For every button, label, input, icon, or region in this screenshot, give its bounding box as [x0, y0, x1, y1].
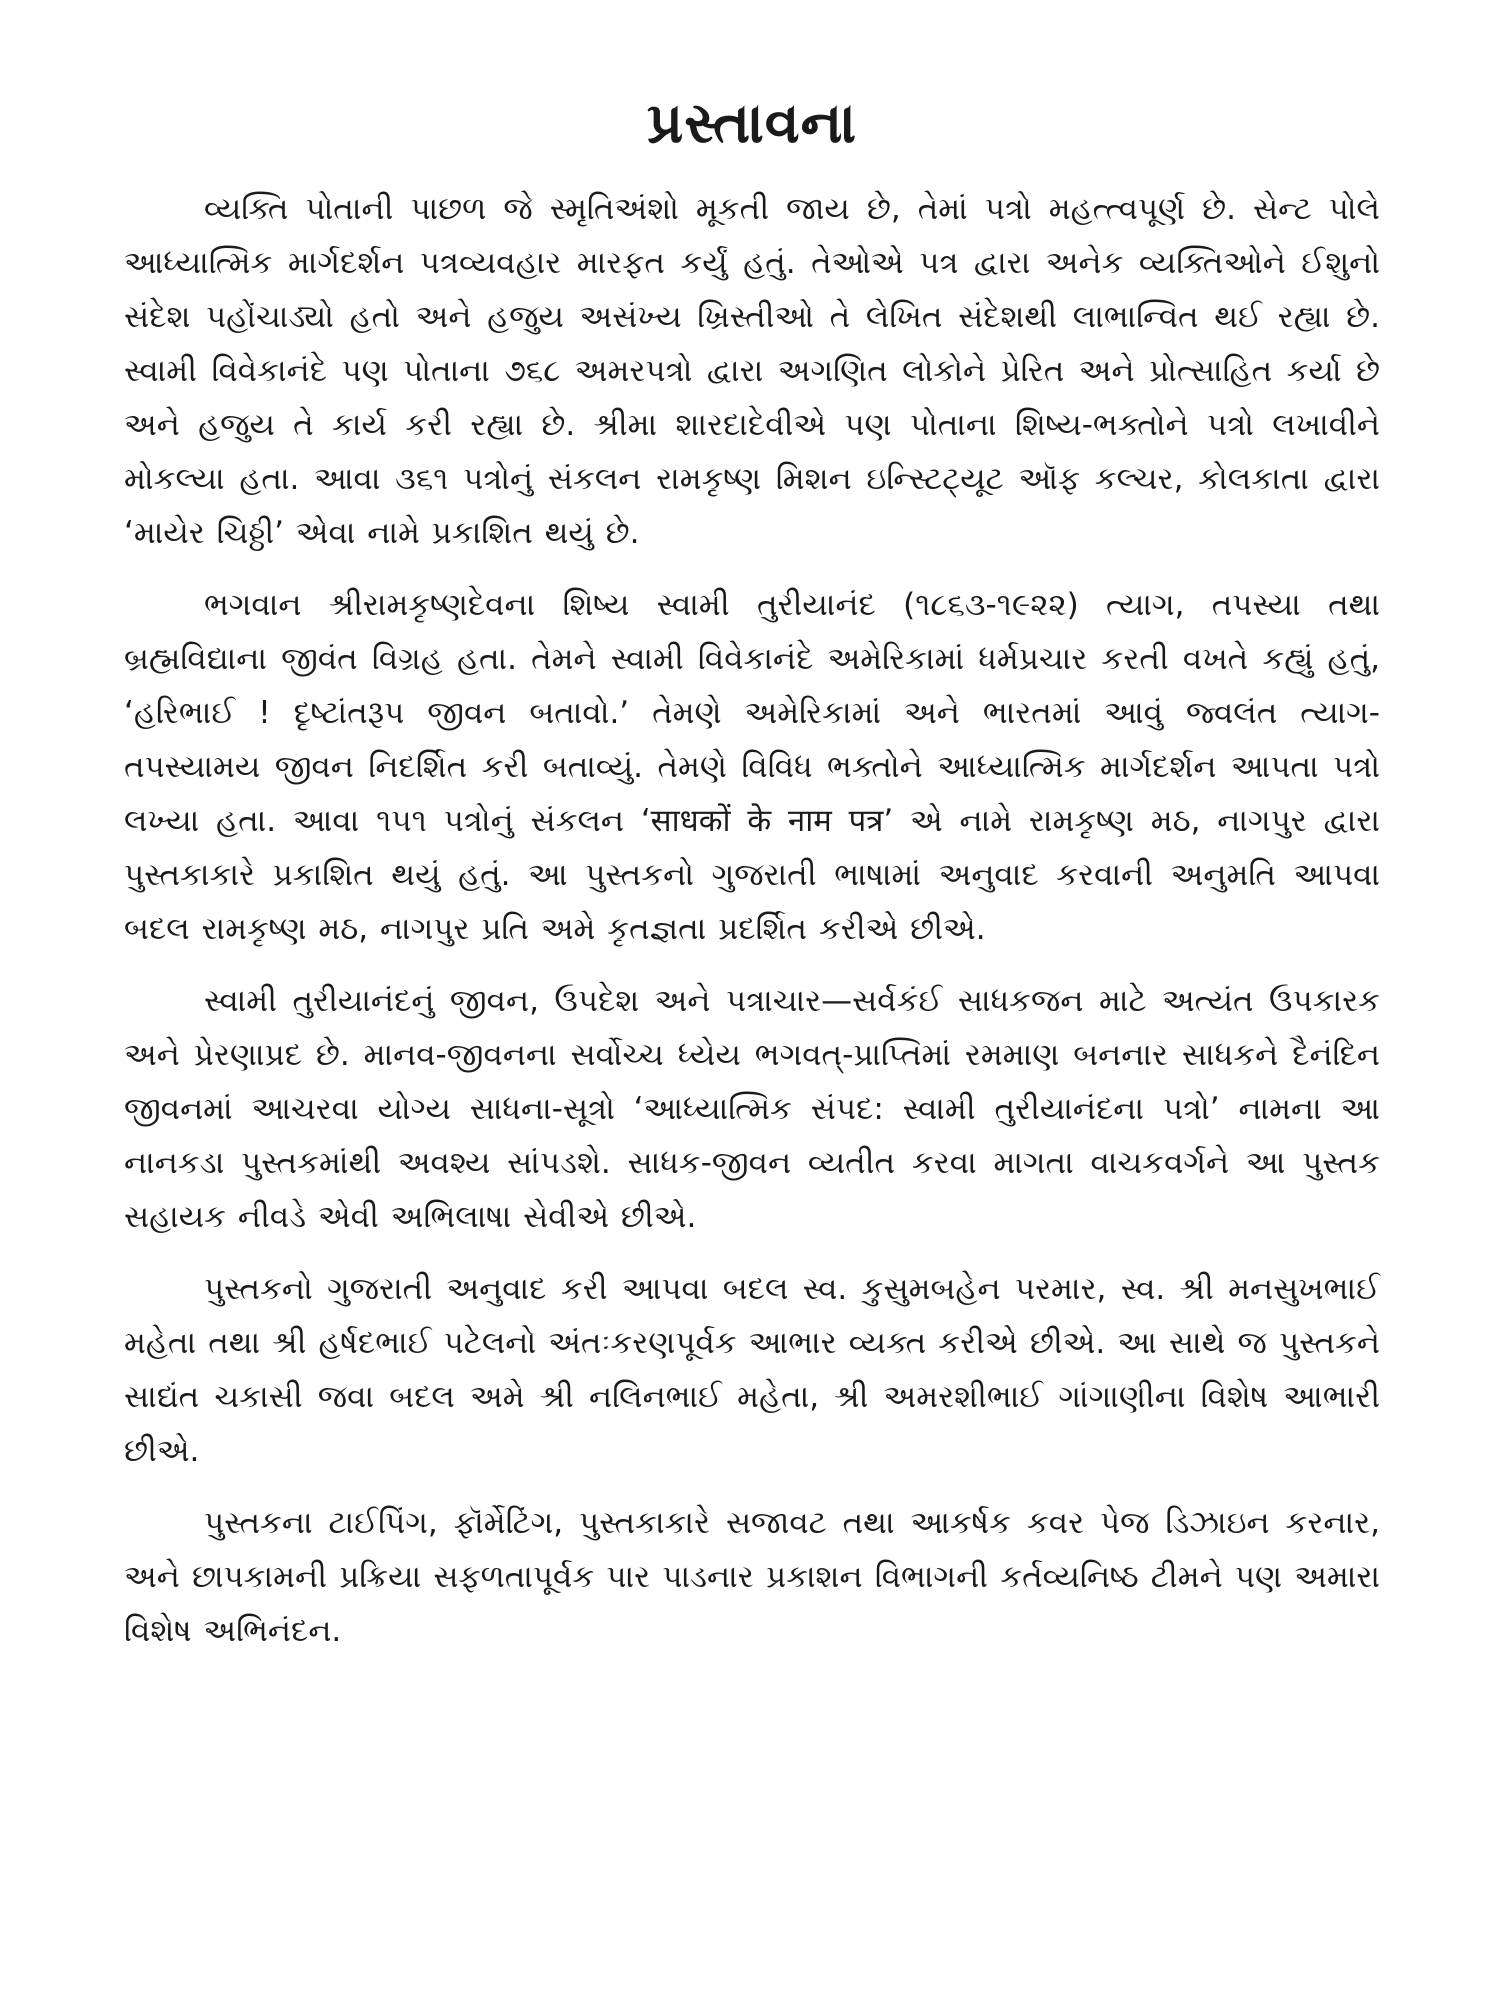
page-title: પ્રસ્તાવના	[646, 91, 858, 156]
paragraph-book-purpose: સ્વામી તુરીયાનંદનું જીવન, ઉપદેશ અને પત્રાચાર—સર્વકંઈ સાધકજન માટે અત્યંત ઉપકારક અને પ્રેરણાપ્રદ છે. માનવ-જીવનના સર્વોચ્ચ ધ્યેય ભગવત્-પ્રાપ્તિમાં રમમાણ બનનાર સાધકને દૈનંદિન જીવનમાં આચરવા યોગ્ય સાધના-સૂત્રો ‘આધ્યાત્મિક સંપદ: સ્વામી તુરીયાનંદના પત્રો’ નામના આ નાનકડા પુસ્તકમાંથી અવશ્ય સાંપડશે. સાધક-જીવન વ્યતીત કરવા માગતા વાચકવર્ગને આ પુસ્તક સહાયક નીવડે એવી અભિલાષા સેવીએ છીએ.	[124, 983, 1380, 1235]
paragraph-translators-thanks: પુસ્તકનો ગુજરાતી અનુવાદ કરી આપવા બદલ સ્વ. કુસુમબહેન પરમાર, સ્વ. શ્રી મનસુખભાઈ મહેતા તથા શ્રી હર્ષદભાઈ પટેલનો અંતઃકરણપૂર્વક આભાર વ્યક્ત કરીએ છીએ. આ સાથે જ પુસ્તકને સાદ્યંત ચકાસી જવા બદલ અમે શ્રી નલિનભાઈ મહેતા, શ્રી અમરશીભાઈ ગાંગાણીના વિશેષ આભારી છીએ.	[124, 1271, 1380, 1469]
paragraph-team-congratulations: પુસ્તકના ટાઈપિંગ, ફૉર્મેટિંગ, પુસ્તકાકારે સજાવટ તથા આકર્ષક કવર પેજ ડિઝાઇન કરનાર, અને છાપકામની પ્રક્રિયા સફળતાપૂર્વક પાર પાડનાર પ્રકાશન વિભાગની કર્તવ્યનિષ્ઠ ટીમને પણ અમારા વિશેષ અભિનંદન.	[124, 1505, 1380, 1649]
paragraph-swami-turiyananda: ભગવાન શ્રીરામકૃષ્ણદેવના શિષ્ય સ્વામી તુરીયાનંદ (૧૮૬૩-૧૯૨૨) ત્યાગ, તપસ્યા તથા બ્રહ્મવિદ્યાના જીવંત વિગ્રહ હતા. તેમને સ્વામી વિવેકાનંદે અમેરિકામાં ધર્મપ્રચાર કરતી વખતે કહ્યું હતું, ‘હરિભાઈ ! દૃષ્ટાંતરૂપ જીવન બતાવો.’ તેમણે અમેરિકામાં અને ભારતમાં આવું જ્વલંત ત્યાગ-તપસ્યામય જીવન નિદર્શિત કરી બતાવ્યું. તેમણે વિવિધ ભક્તોને આધ્યાત્મિક માર્ગદર્શન આપતા પત્રો લખ્યા હતા. આવા ૧૫૧ પત્રોનું સંકલન ‘साधकों के नाम पत्र’ એ નામે રામકૃષ્ણ મઠ, નાગપુર દ્વારા પુસ્તકાકારે પ્રકાશિત થયું હતું. આ પુસ્તકનો ગુજરાતી ભાષામાં અનુવાદ કરવાની અનુમતિ આપવા બદલ રામકૃષ્ણ મઠ, નાગપુર પ્રતિ અમે કૃતજ્ઞતા પ્રદર્શિત કરીએ છીએ.	[124, 587, 1380, 947]
paragraph-letters-importance: વ્યક્તિ પોતાની પાછળ જે સ્મૃતિઅંશો મૂકતી જાય છે, તેમાં પત્રો મહત્ત્વપૂર્ણ છે. સેન્ટ પોલે આધ્યાત્મિક માર્ગદર્શન પત્રવ્યવહાર મારફત કર્યું હતું. તેઓએ પત્ર દ્વારા અનેક વ્યક્તિઓને ઈશુનો સંદેશ પહોંચાડ્યો હતો અને હજુય અસંખ્ય ખ્રિસ્તીઓ તે લેખિત સંદેશથી લાભાન્વિત થઈ રહ્યા છે. સ્વામી વિવેકાનંદે પણ પોતાના ૭૬૮ અમરપત્રો દ્વારા અગણિત લોકોને પ્રેરિત અને પ્રોત્સાહિત કર્યા છે અને હજુય તે કાર્ય કરી રહ્યા છે. શ્રીમા શારદાદેવીએ પણ પોતાના શિષ્ય-ભક્તોને પત્રો લખાવીને મોકલ્યા હતા. આવા ૩૬૧ પત્રોનું સંકલન રામકૃષ્ણ મિશન ઇન્સ્ટિટ્યૂટ ઑફ કલ્ચર, કોલકાતા દ્વારા ‘માયેર ચિઠ્ઠી’ એવા નામે પ્રકાશિત થયું છે.	[124, 191, 1380, 551]
